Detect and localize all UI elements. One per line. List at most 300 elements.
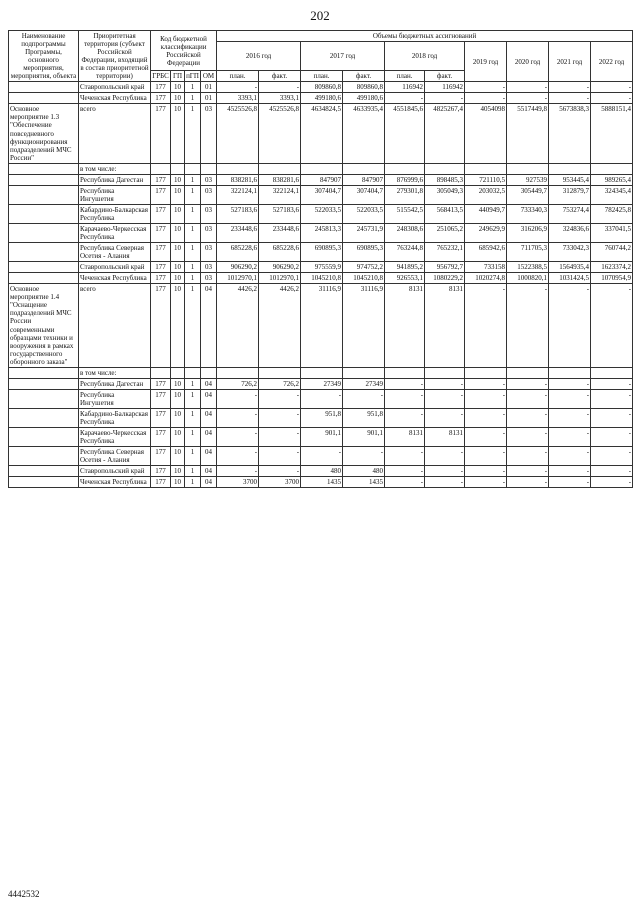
gp-cell: 10	[171, 93, 185, 104]
value-cell: 1435	[301, 477, 343, 488]
grbs-cell: 177	[151, 378, 171, 389]
program-cell	[9, 204, 79, 223]
territory-cell: Карачаево-Черкесская Республика	[79, 223, 151, 242]
value-cell: -	[465, 477, 507, 488]
value-cell: 901,1	[343, 428, 385, 447]
om-cell: 03	[201, 243, 217, 262]
value-cell: 324345,4	[591, 185, 633, 204]
value-cell: 1045210,8	[301, 273, 343, 284]
value-cell: 248308,6	[385, 223, 425, 242]
value-cell: 324836,6	[549, 223, 591, 242]
value-cell: 809860,8	[301, 82, 343, 93]
value-cell: -	[465, 428, 507, 447]
value-cell: 782425,8	[591, 204, 633, 223]
value-cell: -	[425, 408, 465, 427]
program-cell	[9, 378, 79, 389]
territory-cell: Республика Северная Осетия - Алания	[79, 447, 151, 466]
value-cell: -	[217, 408, 259, 427]
pgp-cell: 1	[185, 447, 201, 466]
value-cell: -	[259, 428, 301, 447]
pgp-cell: 1	[185, 82, 201, 93]
pgp-cell: 1	[185, 428, 201, 447]
value-cell: 8131	[385, 428, 425, 447]
grbs-cell: 177	[151, 174, 171, 185]
value-cell: 838281,6	[217, 174, 259, 185]
value-cell	[425, 367, 465, 378]
value-cell: -	[591, 466, 633, 477]
value-cell: 847907	[301, 174, 343, 185]
value-cell: -	[425, 389, 465, 408]
grbs-cell: 177	[151, 428, 171, 447]
territory-cell: Чеченская Республика	[79, 93, 151, 104]
value-cell: -	[507, 466, 549, 477]
grbs-cell: 177	[151, 243, 171, 262]
grbs-cell	[151, 163, 171, 174]
grbs-cell: 177	[151, 284, 171, 367]
value-cell: 956792,7	[425, 262, 465, 273]
value-cell: 5517449,8	[507, 104, 549, 163]
value-cell: 1031424,5	[549, 273, 591, 284]
value-cell: -	[507, 389, 549, 408]
table-row	[9, 389, 633, 408]
value-cell: -	[591, 477, 633, 488]
table-body	[9, 82, 633, 488]
value-cell	[591, 367, 633, 378]
value-cell: -	[507, 408, 549, 427]
table-header	[9, 31, 633, 82]
value-cell: -	[549, 389, 591, 408]
header-om: ОМ	[201, 71, 217, 82]
value-cell: -	[465, 447, 507, 466]
value-cell: -	[217, 466, 259, 477]
table-row	[9, 273, 633, 284]
grbs-cell: 177	[151, 408, 171, 427]
value-cell: -	[591, 284, 633, 367]
value-cell: -	[549, 466, 591, 477]
territory-cell: Кабардино-Балкарская Республика	[79, 204, 151, 223]
value-cell: -	[549, 378, 591, 389]
pgp-cell: 1	[185, 477, 201, 488]
value-cell: -	[591, 408, 633, 427]
value-cell	[343, 163, 385, 174]
value-cell: 838281,6	[259, 174, 301, 185]
gp-cell: 10	[171, 273, 185, 284]
budget-table	[8, 30, 633, 488]
value-cell	[301, 163, 343, 174]
value-cell: 527183,6	[217, 204, 259, 223]
value-cell: 305449,7	[507, 185, 549, 204]
value-cell: 480	[301, 466, 343, 477]
territory-cell: в том числе:	[79, 163, 151, 174]
document-id: 4442532	[8, 889, 40, 899]
value-cell: 4634824,5	[301, 104, 343, 163]
value-cell: -	[301, 389, 343, 408]
value-cell: 733158	[465, 262, 507, 273]
value-cell: 4054098	[465, 104, 507, 163]
value-cell: 1070954,9	[591, 273, 633, 284]
gp-cell: 10	[171, 82, 185, 93]
table-row	[9, 428, 633, 447]
gp-cell: 10	[171, 204, 185, 223]
gp-cell: 10	[171, 223, 185, 242]
value-cell: 233448,6	[217, 223, 259, 242]
value-cell: -	[549, 408, 591, 427]
om-cell: 04	[201, 408, 217, 427]
value-cell: 245813,3	[301, 223, 343, 242]
value-cell: -	[301, 447, 343, 466]
value-cell: 753274,4	[549, 204, 591, 223]
value-cell: 685228,6	[259, 243, 301, 262]
gp-cell: 10	[171, 447, 185, 466]
pgp-cell: 1	[185, 408, 201, 427]
value-cell: 1045210,8	[343, 273, 385, 284]
value-cell: 316206,9	[507, 223, 549, 242]
om-cell: 03	[201, 174, 217, 185]
value-cell: -	[217, 389, 259, 408]
grbs-cell: 177	[151, 82, 171, 93]
om-cell	[201, 367, 217, 378]
value-cell: -	[385, 93, 425, 104]
om-cell: 03	[201, 262, 217, 273]
header-year-2017: 2017 год	[301, 42, 385, 71]
header-pgp: пГП	[186, 72, 199, 81]
value-cell: -	[507, 447, 549, 466]
value-cell: -	[591, 378, 633, 389]
value-cell: 1020274,8	[465, 273, 507, 284]
program-cell	[9, 93, 79, 104]
value-cell: -	[549, 428, 591, 447]
territory-cell: всего	[79, 104, 151, 163]
pgp-cell: 1	[185, 262, 201, 273]
pgp-cell: 1	[185, 185, 201, 204]
value-cell	[549, 367, 591, 378]
table-row	[9, 477, 633, 488]
value-cell: 527183,6	[259, 204, 301, 223]
value-cell: 27349	[301, 378, 343, 389]
value-cell: -	[217, 447, 259, 466]
pgp-cell: 1	[185, 284, 201, 367]
gp-cell	[171, 367, 185, 378]
grbs-cell: 177	[151, 447, 171, 466]
pgp-cell: 1	[185, 204, 201, 223]
value-cell: -	[507, 284, 549, 367]
om-cell: 04	[201, 428, 217, 447]
value-cell: -	[591, 428, 633, 447]
value-cell: -	[425, 477, 465, 488]
value-cell: 906290,2	[217, 262, 259, 273]
table-row	[9, 367, 633, 378]
program-cell	[9, 477, 79, 488]
om-cell: 03	[201, 223, 217, 242]
gp-cell: 10	[171, 174, 185, 185]
value-cell: -	[425, 466, 465, 477]
value-cell: 322124,1	[259, 185, 301, 204]
value-cell: -	[425, 93, 465, 104]
pgp-cell: 1	[185, 174, 201, 185]
value-cell: 480	[343, 466, 385, 477]
program-cell	[9, 273, 79, 284]
territory-cell: Ставропольский край	[79, 82, 151, 93]
pgp-cell: 1	[185, 243, 201, 262]
value-cell: 312879,7	[549, 185, 591, 204]
value-cell: 5888151,4	[591, 104, 633, 163]
gp-cell: 10	[171, 284, 185, 367]
value-cell: 499180,6	[343, 93, 385, 104]
value-cell: -	[591, 82, 633, 93]
value-cell: 901,1	[301, 428, 343, 447]
value-cell: -	[465, 378, 507, 389]
header-territory: Приоритетная территория (субъект Российской Федерации, входящий в состав приоритетной территории)	[80, 32, 149, 81]
table-row	[9, 223, 633, 242]
value-cell: 1012970,1	[259, 273, 301, 284]
value-cell: 690895,3	[301, 243, 343, 262]
value-cell: 989265,4	[591, 174, 633, 185]
value-cell: -	[385, 408, 425, 427]
value-cell: 116942	[385, 82, 425, 93]
value-cell: -	[507, 477, 549, 488]
header-gp: ГП	[171, 71, 185, 82]
value-cell: 711705,3	[507, 243, 549, 262]
value-cell: 522033,5	[301, 204, 343, 223]
value-cell	[343, 367, 385, 378]
value-cell: -	[259, 408, 301, 427]
program-cell	[9, 408, 79, 427]
value-cell: -	[385, 378, 425, 389]
value-cell: 726,2	[259, 378, 301, 389]
table-row	[9, 284, 633, 367]
value-cell: 322124,1	[217, 185, 259, 204]
value-cell: 1522388,5	[507, 262, 549, 273]
value-cell: 906290,2	[259, 262, 301, 273]
table-row	[9, 447, 633, 466]
territory-cell: Ставропольский край	[79, 262, 151, 273]
om-cell: 03	[201, 204, 217, 223]
value-cell: -	[549, 284, 591, 367]
pgp-cell: 1	[185, 223, 201, 242]
grbs-cell: 177	[151, 204, 171, 223]
value-cell: 760744,2	[591, 243, 633, 262]
territory-cell: Республика Ингушетия	[79, 389, 151, 408]
territory-cell: Республика Ингушетия	[79, 185, 151, 204]
value-cell: -	[507, 378, 549, 389]
territory-cell: в том числе:	[79, 367, 151, 378]
pgp-cell: 1	[185, 104, 201, 163]
grbs-cell: 177	[151, 273, 171, 284]
value-cell	[591, 163, 633, 174]
header-code-group: Код бюджетной классификации Российской Федерации	[151, 31, 217, 71]
value-cell: -	[507, 82, 549, 93]
value-cell: 1564935,4	[549, 262, 591, 273]
header-volumes: Объемы бюджетных ассигнований	[217, 31, 633, 42]
value-cell: 847907	[343, 174, 385, 185]
territory-cell: Чеченская Республика	[79, 477, 151, 488]
pgp-cell: 1	[185, 389, 201, 408]
value-cell: 116942	[425, 82, 465, 93]
table-row	[9, 163, 633, 174]
header-plan: план.	[301, 71, 343, 82]
table-row	[9, 378, 633, 389]
value-cell: 974752,2	[343, 262, 385, 273]
value-cell: -	[591, 447, 633, 466]
value-cell: 245731,9	[343, 223, 385, 242]
value-cell: 337041,5	[591, 223, 633, 242]
value-cell: 251065,2	[425, 223, 465, 242]
value-cell: 27349	[343, 378, 385, 389]
value-cell: 8131	[425, 428, 465, 447]
program-cell	[9, 389, 79, 408]
value-cell: -	[425, 378, 465, 389]
pgp-cell	[185, 163, 201, 174]
om-cell: 04	[201, 477, 217, 488]
om-cell: 04	[201, 466, 217, 477]
territory-cell: Кабардино-Балкарская Республика	[79, 408, 151, 427]
table-row	[9, 174, 633, 185]
gp-cell	[171, 163, 185, 174]
pgp-cell	[185, 367, 201, 378]
pgp-cell: 1	[185, 93, 201, 104]
value-cell: 4825267,4	[425, 104, 465, 163]
value-cell: -	[549, 93, 591, 104]
value-cell: -	[425, 447, 465, 466]
program-cell: Основное мероприятие 1.3 "Обеспечение повседневного функционирования подразделений МЧС России"	[9, 104, 79, 163]
value-cell: -	[507, 93, 549, 104]
value-cell: -	[385, 477, 425, 488]
value-cell: 1080229,2	[425, 273, 465, 284]
om-cell: 04	[201, 284, 217, 367]
program-cell	[9, 174, 79, 185]
pgp-cell: 1	[185, 466, 201, 477]
value-cell: 307404,7	[301, 185, 343, 204]
value-cell: 4525526,8	[217, 104, 259, 163]
grbs-cell: 177	[151, 477, 171, 488]
value-cell: 3393,1	[259, 93, 301, 104]
pgp-cell: 1	[185, 378, 201, 389]
value-cell: 31116,9	[301, 284, 343, 367]
gp-cell: 10	[171, 408, 185, 427]
value-cell: 279301,8	[385, 185, 425, 204]
value-cell: 763244,8	[385, 243, 425, 262]
grbs-cell: 177	[151, 223, 171, 242]
value-cell	[507, 367, 549, 378]
value-cell: -	[217, 428, 259, 447]
value-cell: 721110,5	[465, 174, 507, 185]
value-cell: -	[259, 82, 301, 93]
territory-cell: Карачаево-Черкесская Республика	[79, 428, 151, 447]
value-cell: 568413,5	[425, 204, 465, 223]
table-row	[9, 82, 633, 93]
value-cell: -	[343, 389, 385, 408]
program-cell	[9, 367, 79, 378]
value-cell	[301, 367, 343, 378]
program-cell	[9, 82, 79, 93]
value-cell: 307404,7	[343, 185, 385, 204]
value-cell: 1000820,1	[507, 273, 549, 284]
value-cell: 809860,8	[343, 82, 385, 93]
value-cell	[259, 367, 301, 378]
value-cell: 1012970,1	[217, 273, 259, 284]
pgp-cell: 1	[185, 273, 201, 284]
grbs-cell: 177	[151, 104, 171, 163]
value-cell: 522033,5	[343, 204, 385, 223]
program-cell: Основное мероприятие 1.4 "Оснащение подразделений МЧС России современными образцами техники и вооружения в рамках государственного оборонного заказа"	[9, 284, 79, 367]
om-cell: 03	[201, 273, 217, 284]
territory-cell: Чеченская Республика	[79, 273, 151, 284]
value-cell: -	[259, 447, 301, 466]
table-row	[9, 185, 633, 204]
table-row	[9, 204, 633, 223]
territory-cell: Республика Дагестан	[79, 378, 151, 389]
value-cell: -	[465, 466, 507, 477]
om-cell: 04	[201, 389, 217, 408]
value-cell: 1435	[343, 477, 385, 488]
value-cell: 8131	[425, 284, 465, 367]
value-cell: -	[591, 389, 633, 408]
header-year-2016: 2016 год	[217, 42, 301, 71]
value-cell: 951,8	[343, 408, 385, 427]
territory-cell: всего	[79, 284, 151, 367]
program-cell	[9, 223, 79, 242]
value-cell: 876999,6	[385, 174, 425, 185]
gp-cell: 10	[171, 262, 185, 273]
value-cell: 515542,5	[385, 204, 425, 223]
grbs-cell	[151, 367, 171, 378]
page-number: 202	[310, 8, 330, 23]
om-cell: 01	[201, 93, 217, 104]
program-cell	[9, 185, 79, 204]
value-cell: 733042,3	[549, 243, 591, 262]
value-cell: 690895,3	[343, 243, 385, 262]
om-cell: 03	[201, 104, 217, 163]
table-row	[9, 104, 633, 163]
value-cell: 3700	[217, 477, 259, 488]
program-cell	[9, 466, 79, 477]
grbs-cell: 177	[151, 93, 171, 104]
value-cell: 953445,4	[549, 174, 591, 185]
program-cell	[9, 243, 79, 262]
program-cell	[9, 163, 79, 174]
value-cell: -	[549, 447, 591, 466]
value-cell: 233448,6	[259, 223, 301, 242]
value-cell: -	[507, 428, 549, 447]
value-cell: 726,2	[217, 378, 259, 389]
header-fact: факт.	[425, 71, 465, 82]
value-cell: -	[385, 389, 425, 408]
value-cell: 5673838,3	[549, 104, 591, 163]
value-cell: 898485,3	[425, 174, 465, 185]
value-cell: -	[549, 82, 591, 93]
header-fact: факт.	[259, 71, 301, 82]
header-name: Наименование подпрограммы Программы, основного мероприятия, мероприятия, объекта	[9, 31, 79, 82]
value-cell	[217, 163, 259, 174]
gp-cell: 10	[171, 389, 185, 408]
table-row	[9, 262, 633, 273]
value-cell: 765232,1	[425, 243, 465, 262]
value-cell: -	[465, 82, 507, 93]
grbs-cell: 177	[151, 262, 171, 273]
value-cell	[507, 163, 549, 174]
value-cell: 4551845,6	[385, 104, 425, 163]
table-row	[9, 466, 633, 477]
header-year-2021: 2021 год	[549, 42, 591, 82]
value-cell: -	[549, 477, 591, 488]
value-cell: -	[385, 447, 425, 466]
value-cell	[425, 163, 465, 174]
value-cell: -	[385, 466, 425, 477]
value-cell	[549, 163, 591, 174]
value-cell: 927539	[507, 174, 549, 185]
gp-cell: 10	[171, 104, 185, 163]
header-plan: план.	[217, 71, 259, 82]
